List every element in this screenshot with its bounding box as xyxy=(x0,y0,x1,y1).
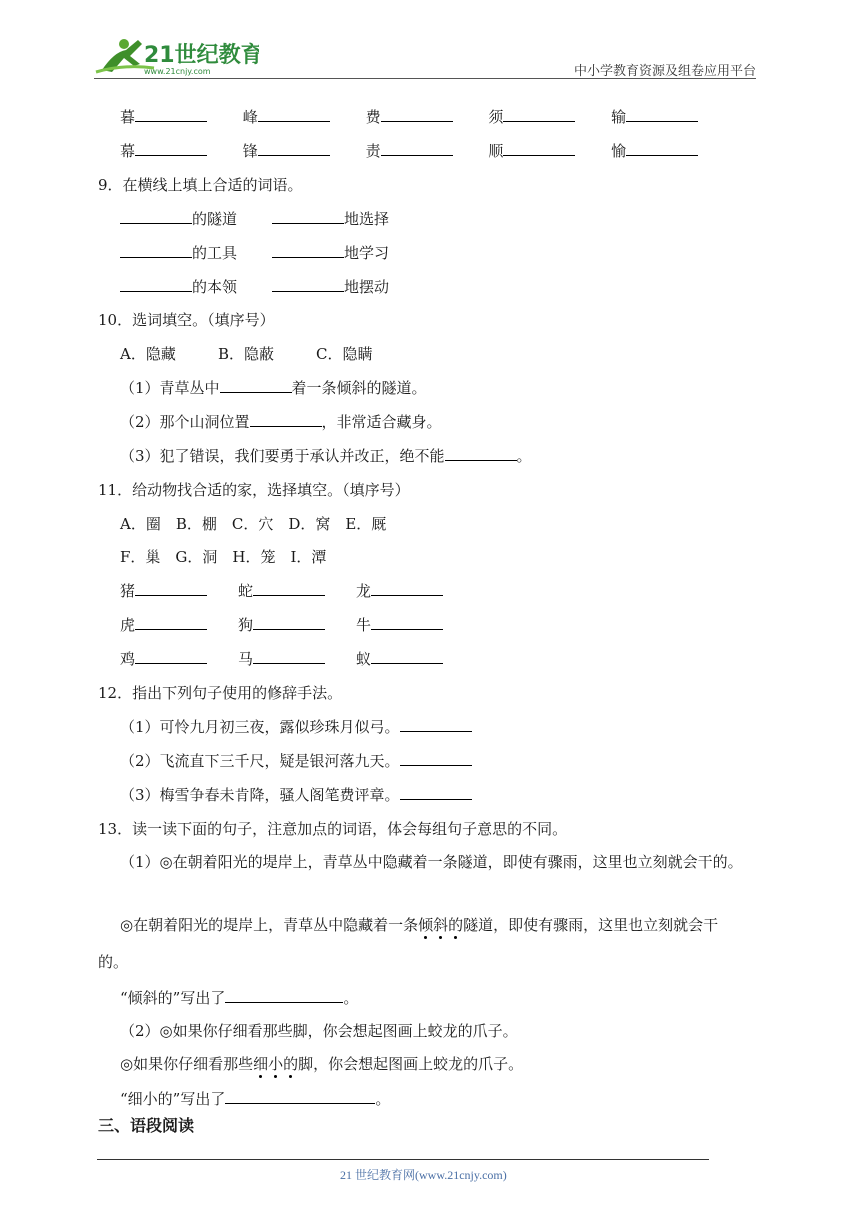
answer-blank[interactable] xyxy=(272,242,344,258)
q9-prompt: 9．在横线上填上合适的词语。 xyxy=(98,176,303,194)
answer-blank[interactable] xyxy=(120,276,192,292)
answer-blank[interactable] xyxy=(120,208,192,224)
option: C．隐瞒 xyxy=(316,345,373,363)
footer-text: 21 世纪教育网(www.21cnjy.com) xyxy=(340,1168,507,1182)
char: 幕 xyxy=(120,142,136,160)
char: 费 xyxy=(365,108,381,126)
q13-sentence-4: ◎如果你仔细看那些细小的脚，你会想起图画上蛟龙的爪子。 xyxy=(120,1055,524,1073)
phrase: 的隧道 xyxy=(192,210,238,228)
dotted-char: 的 xyxy=(448,916,464,934)
phrase: 的本领 xyxy=(192,278,238,296)
q10-options xyxy=(120,343,372,364)
answer-blank[interactable] xyxy=(225,987,343,1003)
q9-row xyxy=(120,242,389,263)
phrase: 的工具 xyxy=(192,244,238,262)
q12-item: （3）梅雪争春未肯降，骚人阁笔费评章。 xyxy=(120,784,472,805)
runner-logo-icon xyxy=(94,34,259,78)
q9-row xyxy=(120,208,389,229)
option: B．隐蔽 xyxy=(218,345,275,363)
answer-blank[interactable] xyxy=(371,648,443,664)
q13-fill-2: “细小的”写出了 。 xyxy=(120,1090,391,1108)
answer-blank[interactable] xyxy=(225,1088,375,1104)
char: 锋 xyxy=(242,142,258,160)
char: 责 xyxy=(365,142,381,160)
q10-item: （1）青草丛中 着一条倾斜的隧道。 xyxy=(120,379,427,397)
q11-grid-row: 鸡 马 蚁 xyxy=(120,648,443,669)
q11-options-1: A．圈 B．棚 C．穴 D．窝 E．厩 xyxy=(120,515,387,533)
phrase: 地学习 xyxy=(344,244,390,262)
q13-sentence-2-cont: 的。 xyxy=(98,953,129,971)
answer-blank[interactable] xyxy=(400,784,472,800)
answer-blank[interactable] xyxy=(135,106,207,122)
phrase: 地选择 xyxy=(344,210,390,228)
dotted-char: 细 xyxy=(253,1055,269,1073)
answer-blank[interactable] xyxy=(400,750,472,766)
option: A．隐藏 xyxy=(120,345,176,363)
answer-blank[interactable] xyxy=(120,242,192,258)
answer-blank[interactable] xyxy=(272,276,344,292)
dotted-char: 的 xyxy=(283,1055,299,1073)
answer-blank[interactable] xyxy=(503,140,575,156)
answer-blank[interactable] xyxy=(253,580,325,596)
answer-blank[interactable] xyxy=(135,580,207,596)
answer-blank[interactable] xyxy=(371,580,443,596)
q11-grid-row: 虎 狗 牛 xyxy=(120,614,443,635)
answer-blank[interactable] xyxy=(253,648,325,664)
dotted-char: 小 xyxy=(268,1055,284,1073)
q11-prompt: 11．给动物找合适的家，选择填空。（填序号） xyxy=(98,481,410,499)
section-heading: 三、语段阅读 xyxy=(98,1116,195,1135)
logo-url: www.21cnjy.com xyxy=(144,67,211,76)
answer-blank[interactable] xyxy=(445,445,517,461)
answer-blank[interactable] xyxy=(253,614,325,630)
dotted-char: 倾 xyxy=(418,916,434,934)
phrase: 地摆动 xyxy=(344,278,390,296)
q12-prompt: 12．指出下列句子使用的修辞手法。 xyxy=(98,684,343,702)
dotted-char: 斜 xyxy=(433,916,449,934)
answer-blank[interactable] xyxy=(135,648,207,664)
char: 愉 xyxy=(611,142,627,160)
answer-blank[interactable] xyxy=(258,106,330,122)
answer-blank[interactable] xyxy=(371,614,443,630)
footer-divider xyxy=(97,1159,709,1160)
answer-blank[interactable] xyxy=(400,716,472,732)
answer-blank[interactable] xyxy=(626,106,698,122)
q13-sentence-1: （1）◎在朝着阳光的堤岸上，青草丛中隐藏着一条隧道，即使有骤雨，这里也立刻就会干的。 xyxy=(120,853,743,871)
answer-blank[interactable] xyxy=(503,106,575,122)
char: 输 xyxy=(611,108,627,126)
platform-name: 中小学教育资源及组卷应用平台 xyxy=(573,63,756,78)
char: 峰 xyxy=(242,108,258,126)
char: 暮 xyxy=(120,108,136,126)
q13-prompt: 13．读一读下面的句子，注意加点的词语，体会每组句子意思的不同。 xyxy=(98,820,568,838)
q10-item: （2）那个山洞位置 ，非常适合藏身。 xyxy=(120,413,442,431)
site-logo xyxy=(94,34,259,78)
answer-blank[interactable] xyxy=(381,106,453,122)
char: 顺 xyxy=(488,142,504,160)
q12-item: （1）可怜九月初三夜，露似珍珠月似弓。 xyxy=(120,716,472,737)
answer-blank[interactable] xyxy=(258,140,330,156)
q13-fill-1: “倾斜的”写出了 。 xyxy=(120,989,359,1007)
q11-grid-row: 猪 蛇 龙 xyxy=(120,580,443,601)
q10-prompt: 10．选词填空。（填序号） xyxy=(98,311,275,329)
answer-blank[interactable] xyxy=(135,140,207,156)
answer-blank[interactable] xyxy=(626,140,698,156)
answer-blank[interactable] xyxy=(220,377,292,393)
answer-blank[interactable] xyxy=(250,411,322,427)
q13-sentence-3: （2）◎如果你仔细看那些脚，你会想起图画上蛟龙的爪子。 xyxy=(120,1022,518,1040)
answer-blank[interactable] xyxy=(272,208,344,224)
answer-blank[interactable] xyxy=(135,614,207,630)
answer-blank[interactable] xyxy=(381,140,453,156)
char: 须 xyxy=(488,108,504,126)
char-row-2 xyxy=(120,140,729,161)
q9-row xyxy=(120,276,389,297)
logo-text: 21世纪教育 xyxy=(144,43,259,68)
char-row-1 xyxy=(120,106,729,127)
q13-sentence-2: ◎在朝着阳光的堤岸上，青草丛中隐藏着一条倾斜的隧道，即使有骤雨，这里也立刻就会干 xyxy=(120,916,719,934)
header-divider xyxy=(94,78,756,79)
q10-item: （3）犯了错误，我们要勇于承认并改正，绝不能 。 xyxy=(120,447,532,465)
q12-item: （2）飞流直下三千尺，疑是银河落九天。 xyxy=(120,750,472,771)
q11-options-2: F．巢 G．洞 H．笼 I．潭 xyxy=(120,548,327,566)
